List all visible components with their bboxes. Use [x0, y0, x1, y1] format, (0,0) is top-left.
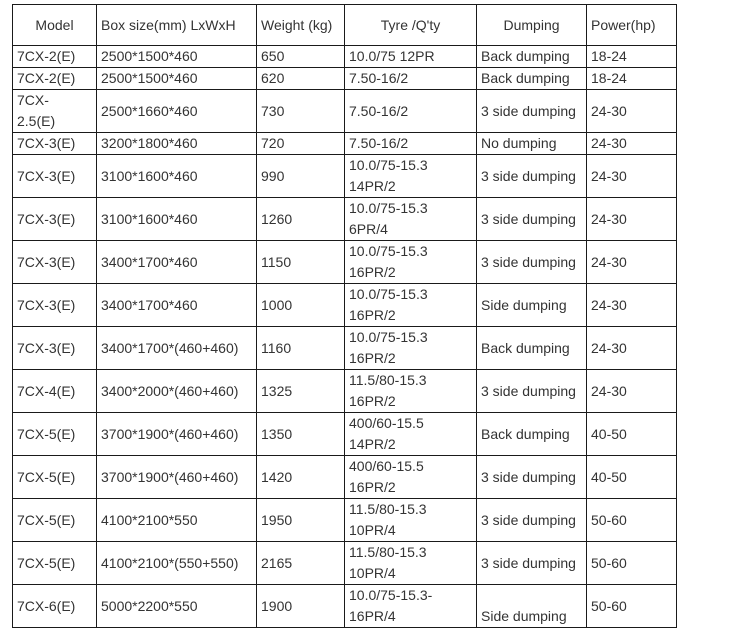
cell-tyre: 10.0/75 12PR	[345, 46, 477, 68]
table-row	[13, 46, 677, 68]
header-row	[13, 5, 677, 46]
cell-model: 7CX-3(E)	[13, 284, 97, 327]
cell-box-size: 2500*1500*460	[97, 46, 257, 68]
cell-box-size: 4100*2100*550	[97, 499, 257, 542]
cell-weight: 620	[257, 68, 345, 90]
cell-box-size: 3400*1700*(460+460)	[97, 327, 257, 370]
cell-dumping: Back dumping	[477, 413, 587, 456]
cell-tyre: 7.50-16/2	[345, 133, 477, 155]
cell-dumping: Side dumping	[477, 585, 587, 628]
cell-model: 7CX-5(E)	[13, 456, 97, 499]
cell-power: 24-30	[587, 284, 677, 327]
cell-power: 24-30	[587, 198, 677, 241]
cell-model: 7CX-3(E)	[13, 133, 97, 155]
cell-tyre: 400/60-15.5 16PR/2	[345, 456, 477, 499]
cell-weight: 1000	[257, 284, 345, 327]
cell-dumping: 3 side dumping	[477, 456, 587, 499]
cell-weight: 650	[257, 46, 345, 68]
cell-power: 24-30	[587, 327, 677, 370]
cell-tyre: 10.0/75-15.3- 16PR/4	[345, 585, 477, 628]
cell-power: 18-24	[587, 46, 677, 68]
table-row	[13, 241, 677, 284]
cell-dumping: No dumping	[477, 133, 587, 155]
cell-dumping: 3 side dumping	[477, 499, 587, 542]
table-row	[13, 284, 677, 327]
cell-box-size: 3200*1800*460	[97, 133, 257, 155]
cell-power: 24-30	[587, 133, 677, 155]
cell-power: 50-60	[587, 585, 677, 628]
table-row	[13, 370, 677, 413]
cell-box-size: 2500*1500*460	[97, 68, 257, 90]
cell-box-size: 3700*1900*(460+460)	[97, 413, 257, 456]
cell-weight: 720	[257, 133, 345, 155]
cell-weight: 1325	[257, 370, 345, 413]
cell-model: 7CX-3(E)	[13, 241, 97, 284]
header-tyre: Tyre /Q'ty	[345, 5, 477, 46]
header-power: Power(hp)	[587, 5, 677, 46]
table-row	[13, 327, 677, 370]
cell-box-size: 2500*1660*460	[97, 90, 257, 133]
cell-box-size: 3400*1700*460	[97, 284, 257, 327]
cell-tyre: 11.5/80-15.3 16PR/2	[345, 370, 477, 413]
spec-table	[12, 4, 677, 628]
cell-tyre: 10.0/75-15.3 16PR/2	[345, 241, 477, 284]
cell-power: 24-30	[587, 155, 677, 198]
cell-tyre: 400/60-15.5 14PR/2	[345, 413, 477, 456]
table-row	[13, 585, 677, 628]
cell-box-size: 3100*1600*460	[97, 198, 257, 241]
cell-tyre: 10.0/75-15.3 14PR/2	[345, 155, 477, 198]
cell-dumping: Side dumping	[477, 284, 587, 327]
cell-dumping: 3 side dumping	[477, 370, 587, 413]
cell-model: 7CX-3(E)	[13, 198, 97, 241]
cell-model: 7CX-5(E)	[13, 542, 97, 585]
cell-dumping: Back dumping	[477, 68, 587, 90]
cell-dumping: 3 side dumping	[477, 90, 587, 133]
cell-dumping: Back dumping	[477, 327, 587, 370]
cell-tyre: 7.50-16/2	[345, 90, 477, 133]
table-row	[13, 413, 677, 456]
cell-weight: 1160	[257, 327, 345, 370]
table-row	[13, 133, 677, 155]
cell-dumping: Back dumping	[477, 46, 587, 68]
table-row	[13, 90, 677, 133]
cell-weight: 1420	[257, 456, 345, 499]
cell-weight: 1900	[257, 585, 345, 628]
cell-model: 7CX-4(E)	[13, 370, 97, 413]
cell-tyre: 11.5/80-15.3 10PR/4	[345, 542, 477, 585]
cell-dumping: 3 side dumping	[477, 241, 587, 284]
cell-dumping: 3 side dumping	[477, 155, 587, 198]
cell-power: 24-30	[587, 90, 677, 133]
cell-weight: 1150	[257, 241, 345, 284]
cell-weight: 990	[257, 155, 345, 198]
table-row	[13, 68, 677, 90]
cell-model: 7CX-5(E)	[13, 499, 97, 542]
cell-power: 24-30	[587, 370, 677, 413]
header-dumping: Dumping	[477, 5, 587, 46]
cell-power: 40-50	[587, 413, 677, 456]
cell-model: 7CX-3(E)	[13, 155, 97, 198]
cell-box-size: 5000*2200*550	[97, 585, 257, 628]
cell-power: 18-24	[587, 68, 677, 90]
table-row	[13, 542, 677, 585]
cell-tyre: 11.5/80-15.3 10PR/4	[345, 499, 477, 542]
cell-dumping: 3 side dumping	[477, 198, 587, 241]
cell-tyre: 7.50-16/2	[345, 68, 477, 90]
cell-power: 40-50	[587, 456, 677, 499]
cell-tyre: 10.0/75-15.3 6PR/4	[345, 198, 477, 241]
cell-tyre: 10.0/75-15.3 16PR/2	[345, 327, 477, 370]
table-body	[13, 46, 677, 628]
cell-box-size: 3400*2000*(460+460)	[97, 370, 257, 413]
cell-box-size: 3700*1900*(460+460)	[97, 456, 257, 499]
cell-model: 7CX-3(E)	[13, 327, 97, 370]
table-row	[13, 155, 677, 198]
cell-model: 7CX-5(E)	[13, 413, 97, 456]
cell-weight: 2165	[257, 542, 345, 585]
header-model: Model	[13, 5, 97, 46]
cell-weight: 1350	[257, 413, 345, 456]
cell-weight: 730	[257, 90, 345, 133]
cell-weight: 1260	[257, 198, 345, 241]
cell-box-size: 3400*1700*460	[97, 241, 257, 284]
cell-dumping: 3 side dumping	[477, 542, 587, 585]
cell-weight: 1950	[257, 499, 345, 542]
cell-model: 7CX-2(E)	[13, 46, 97, 68]
cell-power: 50-60	[587, 542, 677, 585]
cell-model: 7CX-2(E)	[13, 68, 97, 90]
cell-power: 50-60	[587, 499, 677, 542]
header-box-size: Box size(mm) LxWxH	[97, 5, 257, 46]
cell-box-size: 4100*2100*(550+550)	[97, 542, 257, 585]
table-row	[13, 499, 677, 542]
cell-model: 7CX- 2.5(E)	[13, 90, 97, 133]
cell-power: 24-30	[587, 241, 677, 284]
cell-model: 7CX-6(E)	[13, 585, 97, 628]
header-weight: Weight (kg)	[257, 5, 345, 46]
cell-tyre: 10.0/75-15.3 16PR/2	[345, 284, 477, 327]
cell-box-size: 3100*1600*460	[97, 155, 257, 198]
table-row	[13, 198, 677, 241]
table-row	[13, 456, 677, 499]
